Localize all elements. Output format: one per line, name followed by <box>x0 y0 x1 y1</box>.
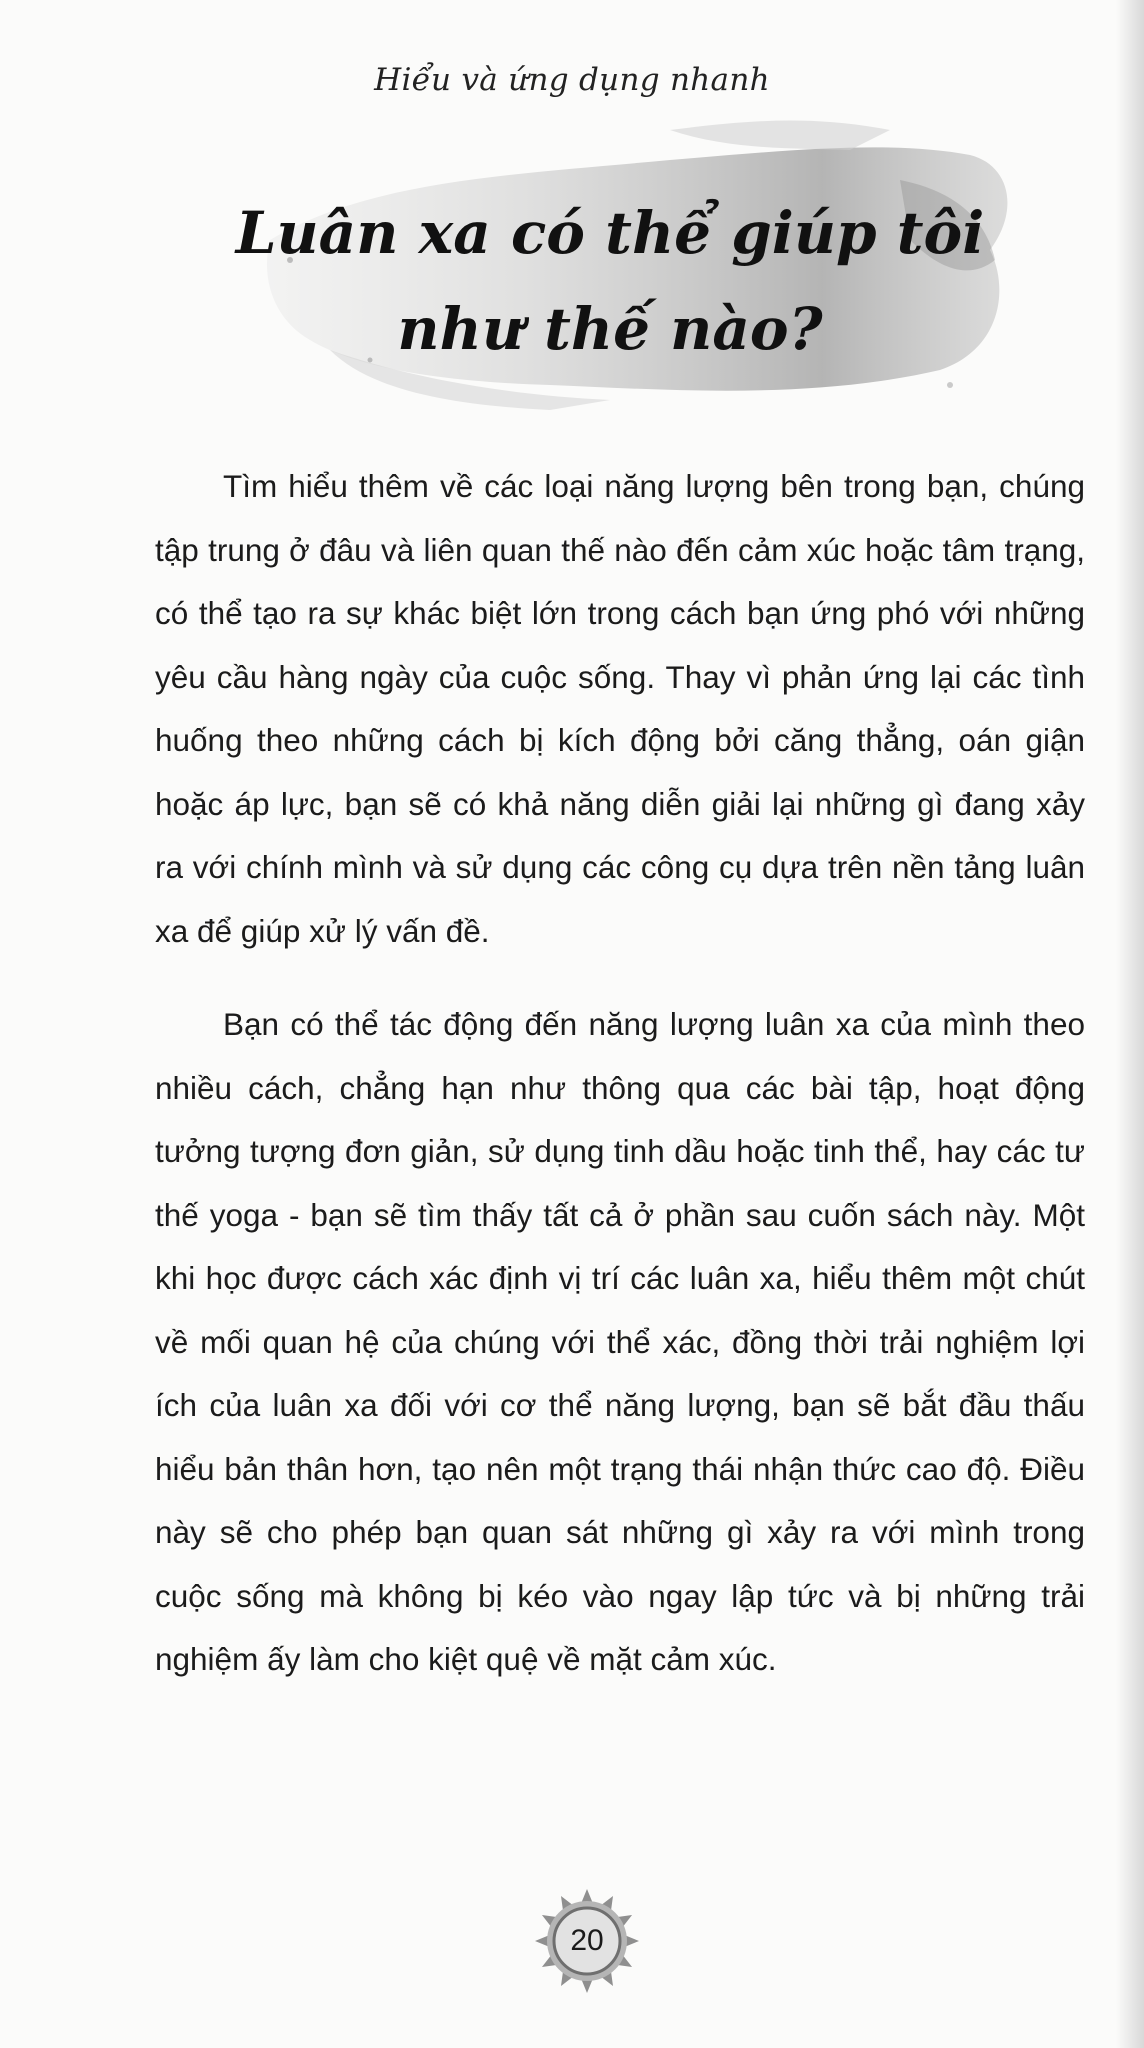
chapter-title <box>230 185 990 377</box>
chapter-title-line-2: như thế nào? <box>397 295 823 363</box>
paragraph-2: Bạn có thể tác động đến năng lượng luân xa của mình theo nhiều cách, chẳng hạn như thông qua các bài tập, hoạt động tưởng tượng đơn giản, sử dụng tinh dầu hoặc tinh thể, hay các tư thế yoga - bạn sẽ tìm thấy tất cả ở phần sau cuốn sách này. Một khi học được cách xác định vị trí các luân xa, hiểu thêm một chút về mối quan hệ của chúng với thể xác, đồng thời trải nghiệm lợi ích của luân xa đối với cơ thể năng lượng, bạn sẽ bắt đầu thấu hiểu bản thân hơn, tạo nên một trạng thái nhận thức cao độ. Điều này sẽ cho phép bạn quan sát những gì xảy ra với mình trong cuộc sống mà không bị kéo vào ngay lập tức và bị những trải nghiệm ấy làm cho kiệt quệ về mặt cảm xúc. <box>155 1006 1085 1677</box>
chapter-title-line-1: Luân xa có thể giúp tôi <box>235 199 985 267</box>
running-header: Hiểu và ứng dụng nhanh <box>374 62 770 98</box>
page-number: 20 <box>570 1924 604 1957</box>
page-gutter-shadow <box>1116 0 1144 2048</box>
body-text <box>155 455 1085 1692</box>
paragraph-1: Tìm hiểu thêm về các loại năng lượng bên trong bạn, chúng tập trung ở đâu và liên quan thế nào đến cảm xúc hoặc tâm trạng, có thể tạo ra sự khác biệt lớn trong cách bạn ứng phó với những yêu cầu hàng ngày của cuộc sống. Thay vì phản ứng lại các tình huống theo những cách bị kích động bởi căng thẳng, oán giận hoặc áp lực, bạn sẽ có khả năng diễn giải lại những gì đang xảy ra với chính mình và sử dụng các công cụ dựa trên nền tảng luân xa để giúp xử lý vấn đề. <box>155 468 1085 949</box>
